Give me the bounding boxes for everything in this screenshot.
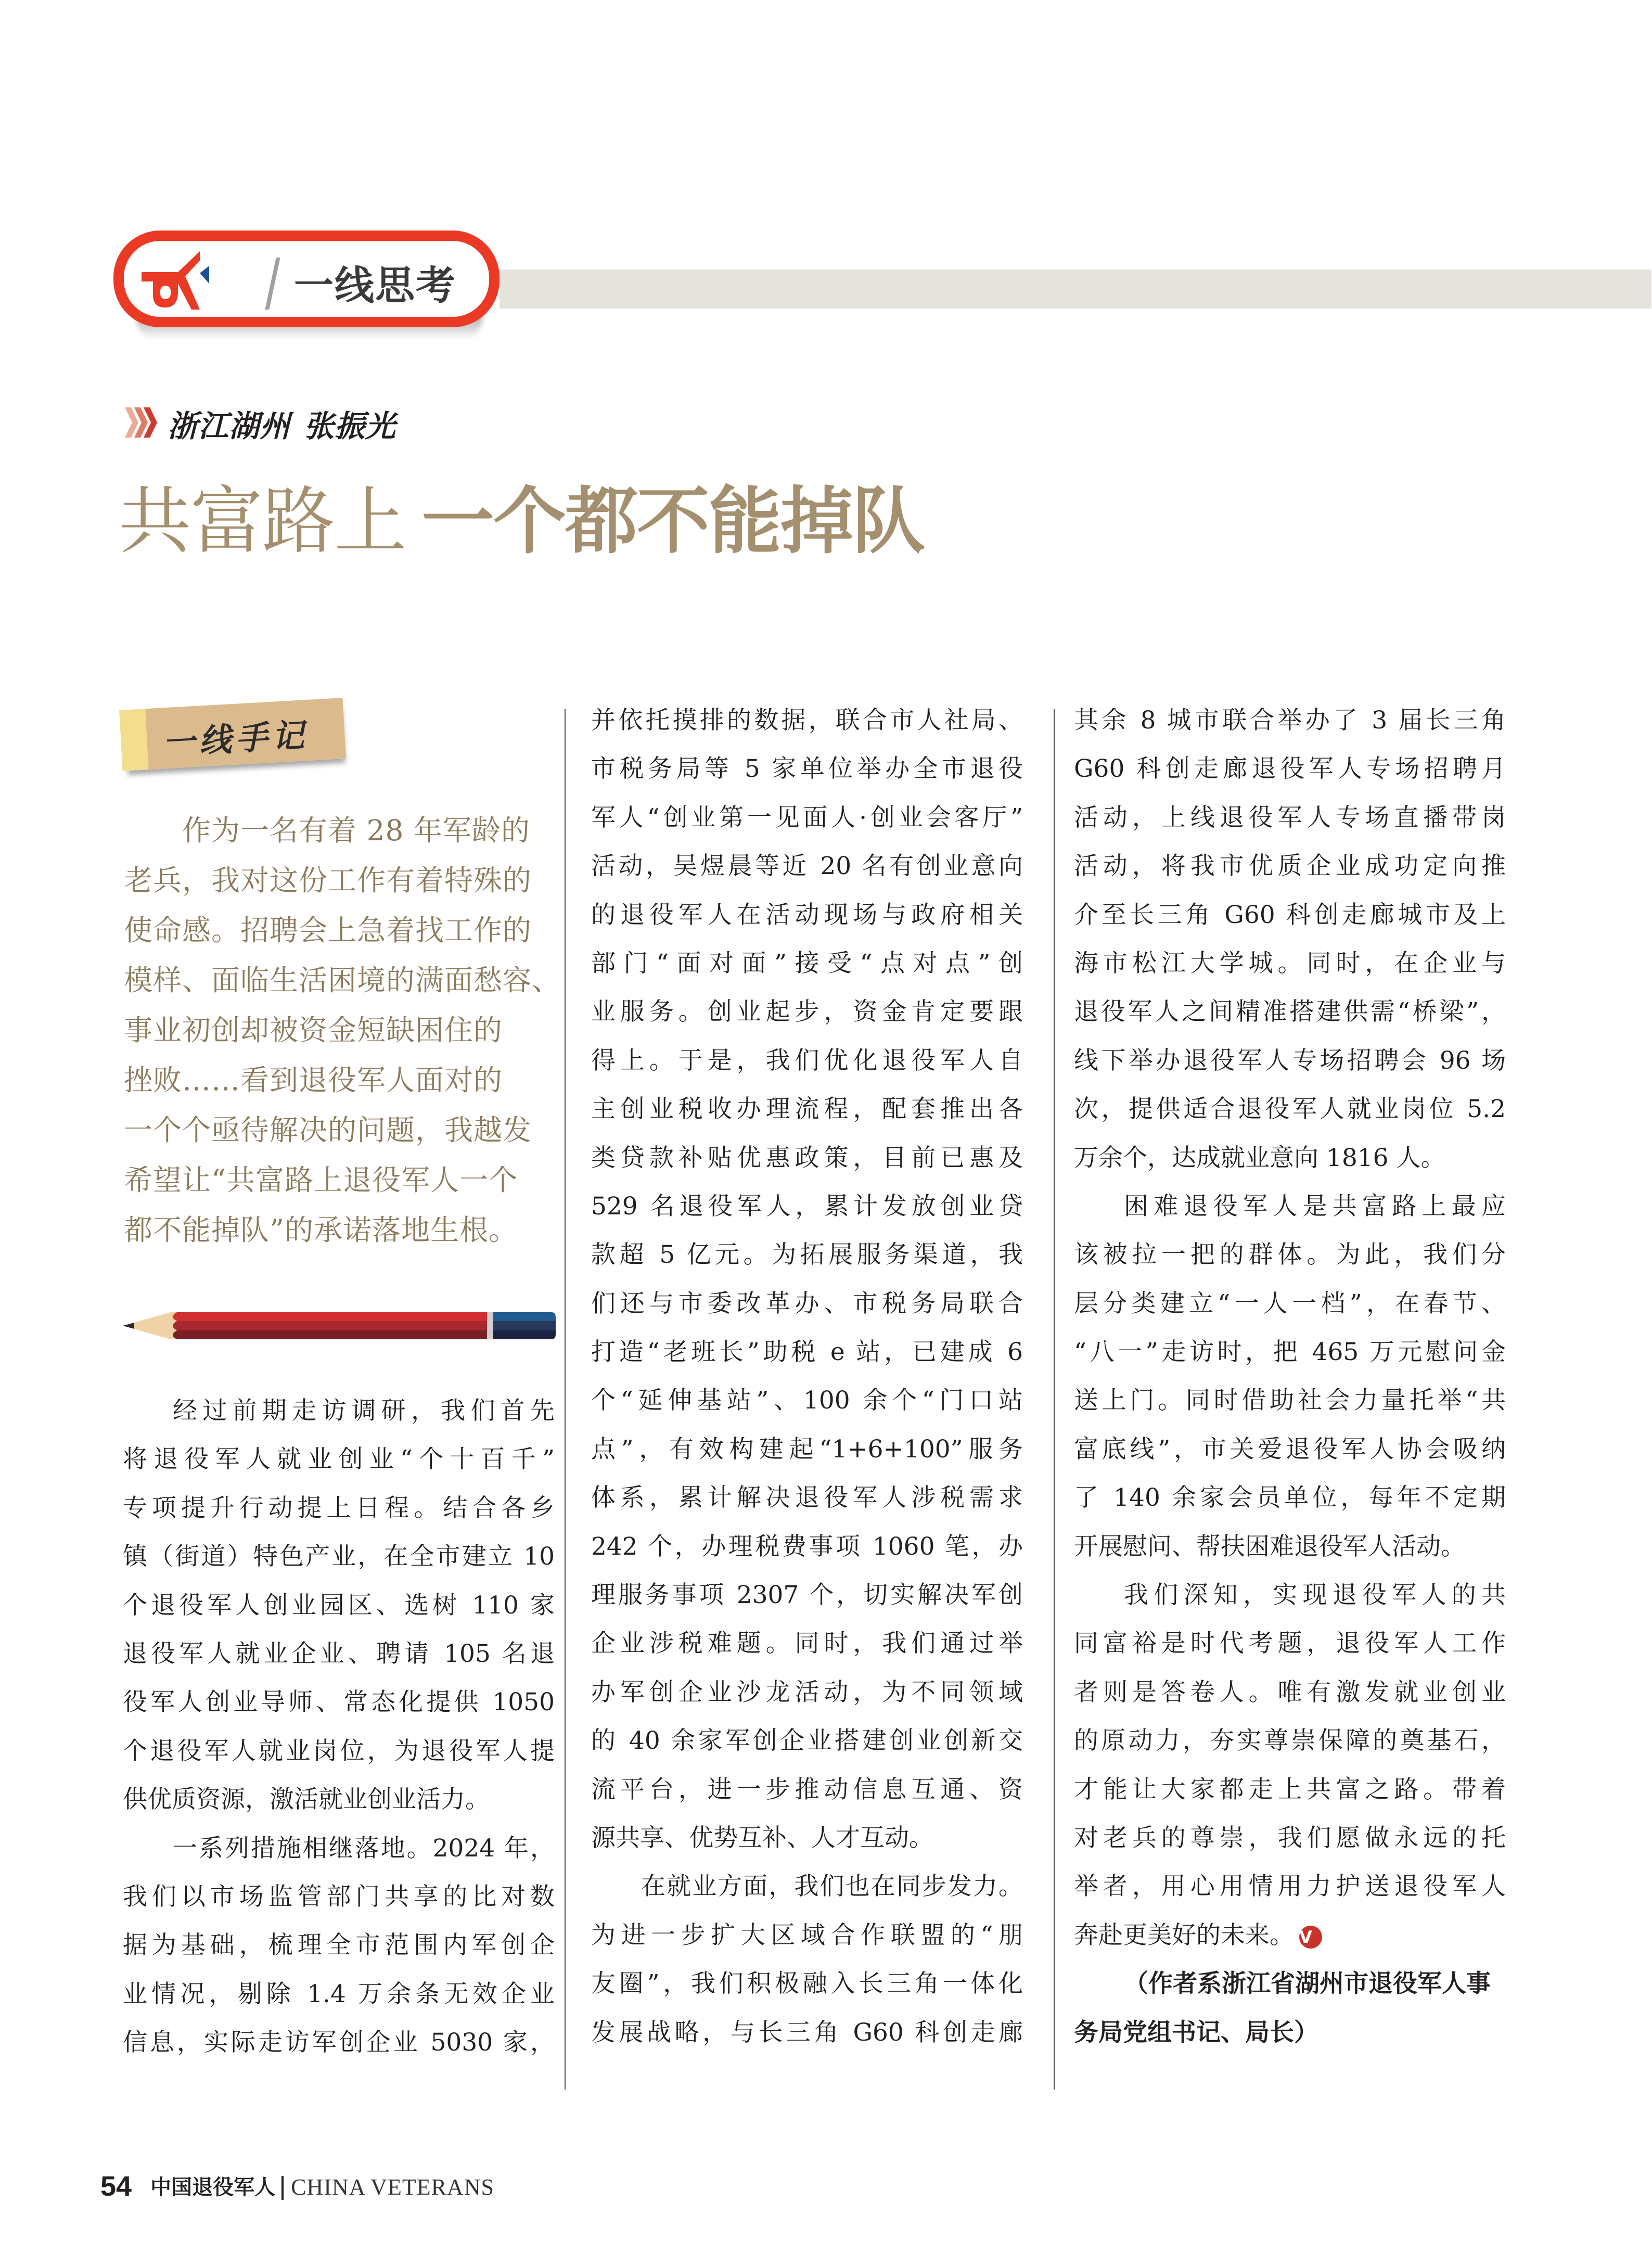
body-line: 役军人创业导师、常态化提供 1050 [123, 1688, 555, 1717]
section-header-band [500, 270, 1651, 309]
note-line: 希望让“共富路上退役军人一个 [124, 1163, 518, 1197]
body-line: 供优质资源，激活就业创业活力。 [123, 1785, 490, 1814]
body-line: 开展慰问、帮扶困难退役军人活动。 [1074, 1532, 1465, 1561]
body-line: 同富裕是时代考题，退役军人工作 [1074, 1629, 1506, 1658]
note-line: 作为一名有着 28 年军龄的 [182, 814, 530, 847]
body-column-2 [591, 696, 1023, 2057]
body-line: 友圈”，我们积极融入长三角一体化 [591, 1969, 1023, 1998]
footer-divider [281, 2176, 284, 2200]
body-line: 一系列措施相继落地。2024 年， [173, 1834, 555, 1863]
body-column-3 [1074, 696, 1506, 2057]
body-line: 退役军人就业企业、聘请 105 名退 [123, 1639, 555, 1668]
body-line: 办军创企业沙龙活动，为不同领域 [591, 1677, 1023, 1707]
body-line: 活动，吴煜晨等近 20 名有创业意向 [591, 852, 1023, 881]
body-line: 个退役军人创业园区、选树 110 家 [123, 1591, 555, 1620]
body-line: 在就业方面，我们也在同步发力。 [641, 1872, 1023, 1901]
body-line: 流平台，进一步推动信息互通、资 [591, 1775, 1023, 1804]
body-line: 242 个，办理税费事项 1060 笔，办 [591, 1532, 1023, 1561]
body-line: 的退役军人在活动现场与政府相关 [591, 900, 1023, 929]
section-title: 一线思考 [294, 262, 456, 309]
note-line: 老兵，我对这份工作有着特殊的 [124, 864, 532, 897]
body-line: 业情况，剔除 1.4 万余条无效企业 [123, 1979, 555, 2008]
body-line: 富底线”，市关爱退役军人协会吸纳 [1074, 1434, 1506, 1464]
body-line: 军人“创业第一见面人·创业会客厅” [591, 803, 1023, 832]
body-line: 点”，有效构建起“1+6+100”服务 [591, 1434, 1023, 1464]
body-line: 信息，实际走访军创企业 5030 家， [123, 2028, 555, 2057]
chevron-right-icon [144, 407, 157, 438]
body-line: 们还与市委改革办、市税务局联合 [591, 1289, 1023, 1318]
author-bio-line: （作者系浙江省湖州市退役军人事 [1124, 1969, 1491, 1998]
page-number: 54 [100, 2171, 132, 2202]
note-line: 事业初创却被资金短缺困住的 [124, 1014, 503, 1047]
body-line: 市税务局等 5 家单位举办全市退役 [591, 754, 1023, 784]
magazine-logo-icon [142, 251, 220, 310]
note-line: 使命感。招聘会上急着找工作的 [124, 914, 532, 947]
body-line: 的原动力，夯实尊崇保障的奠基石， [1074, 1726, 1506, 1756]
magazine-name-cn: 中国退役军人 [150, 2175, 276, 2199]
body-line: 线下举办退役军人专场招聘会 96 场 [1074, 1046, 1506, 1075]
body-column-1 [123, 1387, 555, 2067]
author-bio-line: 务局党组书记、局长） [1074, 2018, 1318, 2047]
body-line: 529 名退役军人，累计发放创业贷 [591, 1192, 1023, 1221]
body-line: 介至长三角 G60 科创走廊城市及上 [1074, 900, 1506, 929]
body-line: 对老兵的尊崇，我们愿做永远的托 [1074, 1823, 1506, 1852]
magazine-name-en: CHINA VETERANS [291, 2174, 494, 2200]
body-line: 者则是答卷人。唯有激发就业创业 [1074, 1677, 1506, 1707]
body-line: 发展战略，与长三角 G60 科创走廊 [591, 2018, 1023, 2047]
body-line: 源共享、优势互补、人才互动。 [591, 1823, 933, 1852]
body-line: 活动，将我市优质企业成功定向推 [1074, 852, 1506, 881]
column-divider [565, 709, 566, 2090]
body-line: 才能让大家都走上共富之路。带着 [1074, 1775, 1506, 1804]
body-line: 并依托摸排的数据，联合市人社局、 [591, 706, 1023, 735]
body-line: 类贷款补贴优惠政策，目前已惠及 [591, 1143, 1023, 1172]
body-line: 企业涉税难题。同时，我们通过举 [591, 1629, 1023, 1658]
body-line: 镇（街道）特色产业，在全市建立 10 [123, 1542, 555, 1571]
body-line: 个退役军人就业岗位，为退役军人提 [123, 1736, 555, 1765]
body-line: 得上。于是，我们优化退役军人自 [591, 1046, 1023, 1075]
body-line: 经过前期走访调研，我们首先 [173, 1397, 555, 1425]
body-line: 业服务。创业起步，资金肯定要跟 [591, 997, 1023, 1027]
body-line: 该被拉一把的群体。为此，我们分 [1074, 1240, 1506, 1270]
body-line: 活动，上线退役军人专场直播带岗 [1074, 803, 1506, 832]
body-line: 打造“老班长”助税 e 站，已建成 6 [591, 1338, 1023, 1367]
note-card-tab [119, 709, 148, 771]
note-card [119, 698, 346, 771]
byline-author: 张振光 [304, 408, 396, 444]
body-line: 万余个，达成就业意向 1816 人。 [1074, 1143, 1445, 1172]
headline-part-1: 共富路上 [119, 479, 406, 564]
headline-part-2: 一个都不能掉队 [421, 479, 925, 564]
body-line: “八一”走访时，把 465 万元慰问金 [1074, 1338, 1506, 1367]
body-line: 个“延伸基站”、100 余个“门口站 [591, 1386, 1023, 1415]
body-line: 了 140 余家会员单位，每年不定期 [1074, 1483, 1506, 1513]
body-line-text: 奔赴更美好的未来。 [1074, 1920, 1294, 1950]
body-line: 款超 5 亿元。为拓展服务渠道，我 [591, 1240, 1023, 1270]
body-line: 我们以市场监管部门共享的比对数 [123, 1882, 555, 1911]
body-line: 举者，用心用情用力护送退役军人 [1074, 1872, 1506, 1901]
body-line: 为进一步扩大区域合作联盟的“朋 [591, 1920, 1023, 1950]
body-line: G60 科创走廊退役军人专场招聘月 [1074, 754, 1506, 784]
body-line: 海市松江大学城。同时，在企业与 [1074, 949, 1506, 978]
body-line: 理服务事项 2307 个，切实解决军创 [591, 1581, 1023, 1610]
note-text [124, 805, 561, 1255]
body-line: 困难退役军人是共富路上最应 [1124, 1192, 1506, 1221]
body-line: 专项提升行动提上日程。结合各乡 [123, 1493, 555, 1522]
body-line: 我们深知，实现退役军人的共 [1124, 1581, 1506, 1610]
article-headline [119, 479, 925, 564]
note-line: 挫败……看到退役军人面对的 [124, 1064, 503, 1097]
byline [168, 402, 396, 445]
note-line: 一个个亟待解决的问题，我越发 [124, 1113, 532, 1147]
body-line [1074, 1911, 1506, 1959]
body-line: 次，提供适合退役军人就业岗位 5.2 [1074, 1095, 1506, 1124]
note-line: 模样、面临生活困境的满面愁容、 [124, 964, 561, 997]
byline-location: 浙江湖州 [168, 408, 291, 444]
note-card-label: 一线手记 [161, 715, 310, 762]
body-line: 据为基础，梳理全市范围内军创企 [123, 1931, 555, 1960]
note-line: 都不能掉队”的承诺落地生根。 [124, 1213, 518, 1247]
page-footer [100, 2171, 494, 2202]
body-line: 送上门。同时借助社会力量托举“共 [1074, 1386, 1506, 1415]
body-line: 其余 8 城市联合举办了 3 届长三角 [1074, 706, 1506, 735]
body-line: 体系，累计解决退役军人涉税需求 [591, 1483, 1023, 1513]
body-line: 层分类建立“一人一档”，在春节、 [1074, 1289, 1506, 1318]
column-divider [1054, 709, 1055, 2090]
body-line: 部门“面对面”接受“点对点”创 [591, 949, 1023, 978]
body-line: 的 40 余家军创企业搭建创业创新交 [591, 1726, 1023, 1756]
body-line: 退役军人之间精准搭建供需“桥梁”， [1074, 997, 1506, 1027]
end-mark-icon: V [1299, 1926, 1322, 1949]
body-line: 将退役军人就业创业“个十百千” [123, 1445, 555, 1474]
pencil-icon [123, 1312, 556, 1339]
body-line: 主创业税收办理流程，配套推出各 [591, 1095, 1023, 1124]
